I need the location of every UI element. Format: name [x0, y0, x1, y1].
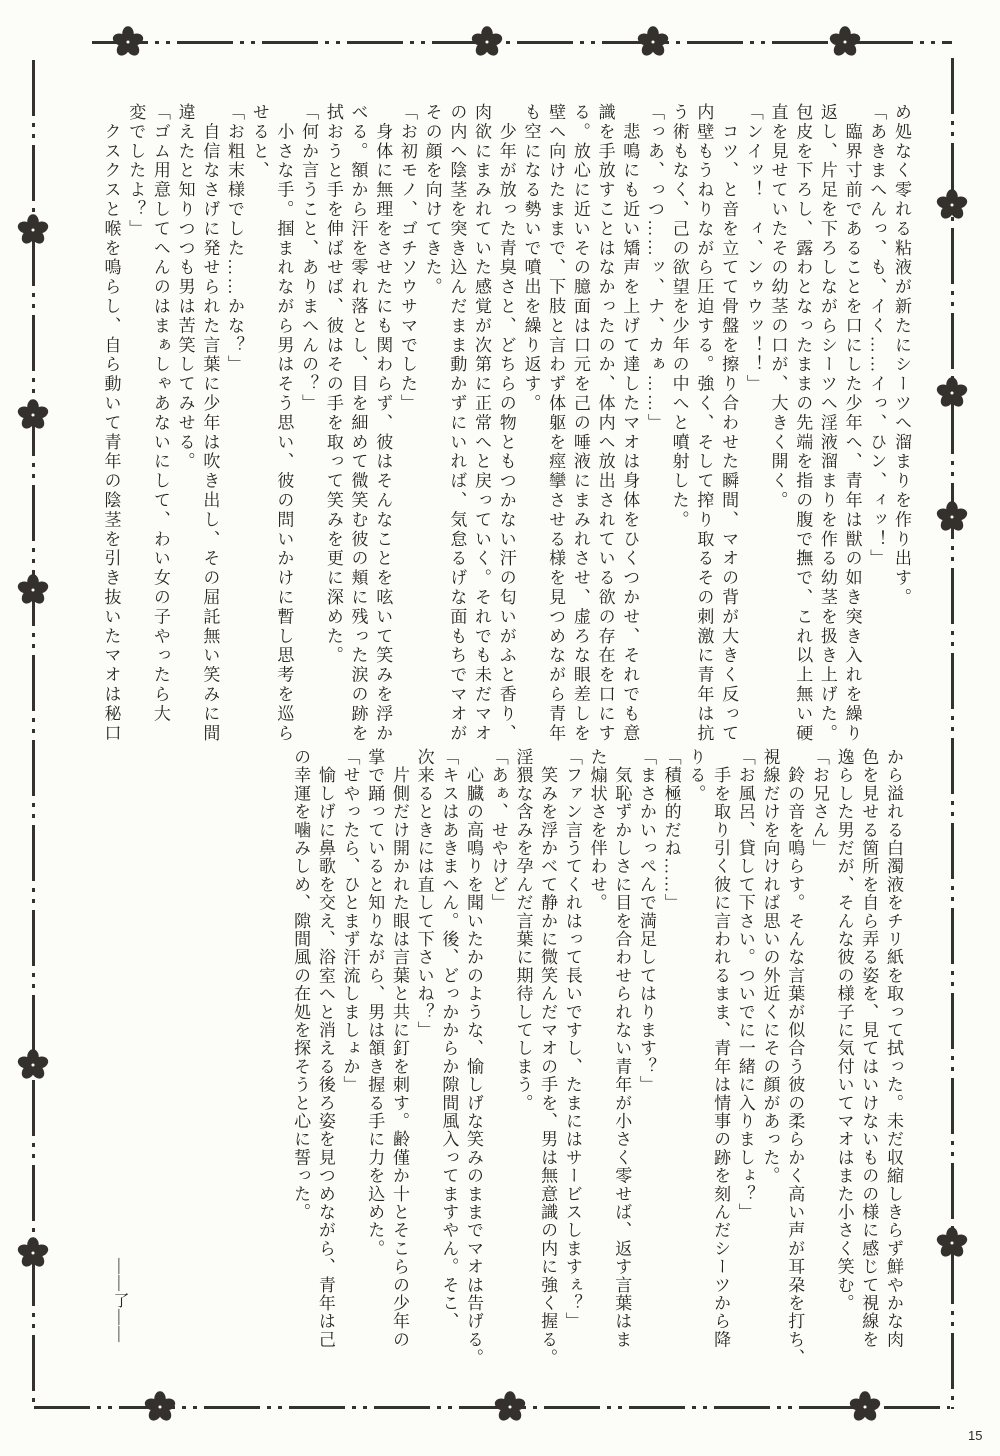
text-column: 気恥ずかしさに目を合わせられない青年が小さく零せば、返す言葉はま — [612, 748, 632, 1349]
flower-icon — [493, 1390, 527, 1424]
text-column: 心臓の高鳴りを聞いたかのような、愉しげな笑みのままでマオは告げる。 — [464, 748, 484, 1367]
text-column: べる。額から汗を零れ落とし、目を細めて微笑む彼の頬に残った涙の跡を — [348, 103, 368, 744]
text-column: 淫猥な含みを孕んだ言葉に期待してしまう。 — [513, 748, 533, 1112]
flower-icon — [636, 25, 670, 59]
text-column: 違えたと知りつつも男は苦笑してみせる。 — [175, 103, 195, 472]
flower-icon — [16, 1048, 50, 1082]
text-column: 笑みを浮かべて静かに微笑んだマオの手を、男は無意識の内に強く握る。 — [538, 748, 558, 1367]
text-column: 「お粗末様でした……かな？」 — [225, 103, 245, 375]
text-column: 返し、片足を下ろしながらシーツへ淫液溜まりを作る幼茎を扱き上げた。 — [817, 103, 837, 744]
text-column: 視線だけを向ければ思いの外近くにその顔があった。 — [760, 748, 780, 1185]
end-marker: ――了―― — [111, 1258, 128, 1343]
flower-icon — [935, 376, 969, 410]
text-column: 身体に無理をさせたにも関わらず、彼はそんなことを呟いて笑みを浮か — [373, 103, 393, 744]
flower-icon — [935, 1226, 969, 1260]
story-text-lower — [287, 748, 905, 1367]
flower-icon — [470, 25, 504, 59]
text-column: コツ、と音を立てて骨盤を擦り合わせた瞬間、マオの背が大きく反って — [719, 103, 739, 744]
text-column: 愉しげに鼻歌を交え、浴室へと消える後ろ姿を見つめながら、青年は己 — [315, 748, 335, 1349]
text-column: 壁へ向けたままで、下肢と言わず体躯を痙攣させる様を見つめながら青年 — [546, 103, 566, 744]
text-column: 悲鳴にも近い矯声を上げて達したマオは身体をひくつかせ、それでも意 — [620, 103, 640, 744]
text-column: 直を見せていたその幼茎の口が、大きく開く。 — [768, 103, 788, 511]
text-column: 内壁もうねりながら圧迫する。強く、そして搾り取るその刺激に青年は抗 — [694, 103, 714, 744]
text-column: 「っあ、っつ……ッ、ナ、カぁ……」 — [644, 103, 664, 433]
story-text-upper — [97, 103, 913, 749]
text-column: 「お兄さん」 — [809, 748, 829, 858]
text-column: から溢れる白濁液をチリ紙を取って拭った。未だ収縮しきらず鮮やかな肉 — [884, 748, 903, 1349]
text-column: う術もなく、己の欲望を少年の中へと噴射した。 — [669, 103, 689, 530]
text-column: 変でしたよ？」 — [126, 103, 146, 239]
text-column: 小さな手。掴まれながら男はそう思い、彼の問いかけに暫し思考を巡ら — [274, 103, 294, 744]
border-right-line — [951, 58, 954, 1409]
flower-icon — [848, 1390, 882, 1424]
text-column: た煽状さを伴わせ。 — [587, 748, 607, 912]
text-column: 掌で踊っていると知りながら、男は頷き握る手に力を込めた。 — [365, 748, 385, 1258]
border-top-line — [92, 41, 952, 44]
flower-icon — [935, 188, 969, 222]
text-column: 「お風呂、貸して下さい。ついでに一緒に入りましょ？」 — [735, 748, 755, 1222]
flower-icon — [16, 398, 50, 432]
text-column: 臨界寸前であることを口にした少年へ、青年は獣の如き突き入れを繰り — [842, 103, 862, 744]
text-column: 「あきまへんっ、も、イく……イっ、ひン、ィッ！」 — [867, 103, 887, 569]
text-column: 拭おうと手を伸ばせば、彼はその手を取って笑みを更に深めた。 — [323, 103, 343, 666]
text-column: 「ゴム用意してへんのはまぁしゃあないにして、わい女の子やったら大 — [150, 103, 170, 724]
text-column: 「お初モノ、ゴチソウサマでした」 — [397, 103, 417, 414]
text-column: の内へ陰茎を突き込んだまま動かずにいれば、気怠るげな面もちでマオが — [447, 103, 467, 744]
text-column: 「まさかいっぺんで満足してはります？」 — [636, 748, 656, 1094]
text-column: クスクスと喉を鳴らし、自ら動いて青年の陰茎を引き抜いたマオは秘口 — [101, 103, 121, 744]
text-column: りる。 — [686, 748, 706, 803]
text-column: 鈴の音を鳴らす。そんな言葉が似合う彼の柔らかく高い声が耳朶を打ち、 — [785, 748, 805, 1367]
text-column: 「ンイッ！ ィ、ンゥウッ！！」 — [743, 103, 763, 394]
text-column: 包皮を下ろし、露わとなったままの先端を指の腹で撫で、これ以上無い硬 — [793, 103, 813, 744]
text-column: 識を手放すことはなかったのか、体内へ放出されている欲の存在を口にす — [595, 103, 615, 744]
text-column: め処なく零れる粘液が新たにシーツへ溜まりを作り出す。 — [892, 103, 911, 608]
text-column: 「何か言うこと、ありまへんの？」 — [299, 103, 319, 414]
flower-icon — [935, 500, 969, 534]
flower-icon — [828, 25, 862, 59]
page-number: 15 — [968, 1428, 983, 1443]
text-column: 「積極的だね……」 — [661, 748, 681, 912]
text-column: 自信なさげに発せられた言葉に少年は吹き出し、その屈託無い笑みに間 — [200, 103, 220, 744]
text-column: その顔を向けてきた。 — [422, 103, 442, 297]
text-column: る。放心に近いその臆面は口元を己の唾液にまみれさせ、虚ろな眼差しを — [570, 103, 590, 744]
flower-icon — [16, 1236, 50, 1270]
text-column: 次来るときには直して下さいね？」 — [414, 748, 434, 1040]
text-column: 片側だけ開かれた眼は言葉と共に釘を刺す。齢僅か十とそこらの少年の — [389, 748, 409, 1349]
flower-icon — [111, 25, 145, 59]
text-column: 「せやったら、ひとまず汗流しましょか」 — [340, 748, 360, 1094]
text-column: も空になる勢いで噴出を繰り返す。 — [521, 103, 541, 414]
text-column: 逸らした男だが、そんな彼の様子に気付いてマオはまた小さく笑む。 — [834, 748, 854, 1313]
text-column: 「ファン言うてくれはって長いですし、たまにはサービスしますぇ？」 — [562, 748, 582, 1331]
text-column: 少年が放った青臭さと、どちらの物ともつかない汗の匂いがふと香り、 — [496, 103, 516, 744]
text-column: 色を見せる箇所を自ら弄る姿を、見てはいけないものの様に感じて視線を — [859, 748, 879, 1349]
text-column: 「あぁ、せやけど」 — [488, 748, 508, 912]
flower-icon — [143, 1390, 177, 1424]
text-column: 肉欲にまみれていた感覚が次第に正常へと戻っていく。それでも未だマオ — [472, 103, 492, 744]
flower-icon — [16, 573, 50, 607]
text-column: 手を取り引く彼に言われるまま、青年は情事の跡を刻んだシーツから降 — [711, 748, 731, 1349]
text-column: の幸運を噛みしめ、隙間風の在処を探そうと心に誓った。 — [291, 748, 311, 1222]
flower-icon — [16, 213, 50, 247]
border-left-line — [32, 60, 35, 1409]
text-column: 「キスはあきまへん。後、どっかからか隙間風入ってますやん。そこ、 — [439, 748, 459, 1331]
text-column: せると、 — [249, 103, 269, 181]
